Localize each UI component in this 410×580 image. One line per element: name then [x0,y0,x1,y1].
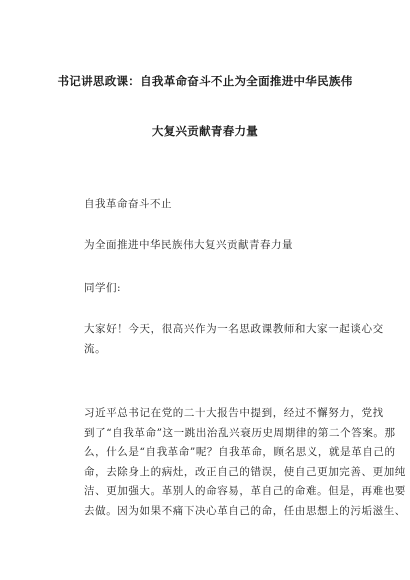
paragraph-2-line: 洁、更加强大。革别人的命容易，革自己的命难。但是，再难也要 [84,485,406,497]
greeting: 同学们: [84,282,122,294]
document-title-line-1: 书记讲思政课：自我革命奋斗不止为全面推进中华民族伟 [57,74,353,88]
paragraph-2-line: 命，去除身上的病灶，改正自己的错误，使自己更加完善、更加纯 [84,465,406,478]
paragraph-1-line: 大家好！今天，很高兴作为一名思政课教师和大家一起谈心交 [84,323,384,335]
paragraph-1 [84,320,384,359]
paragraph-2-line: 习近平总书记在党的二十大报告中提到，经过不懈努力，党找 [84,407,384,419]
paragraph-2 [84,404,406,521]
paragraph-1-line: 流。 [84,342,107,355]
subtitle-line-2: 为全面推进中华民族伟大复兴贡献青春力量 [84,239,293,251]
document-title-line-2: 大复兴贡献青春力量 [151,124,259,138]
paragraph-2-line: 么，什么是“自我革命”呢？自我革命，顾名思义，就是革自己的 [84,446,396,458]
subtitle-line-1: 自我革命奋斗不止 [84,198,172,210]
paragraph-2-line: 去做。因为如果不痛下决心革自己的命，任由思想上的污垢滋生、 [84,504,406,517]
paragraph-2-line: 到了“自我革命”这一跳出治乱兴衰历史周期律的第二个答案。那 [84,426,396,439]
